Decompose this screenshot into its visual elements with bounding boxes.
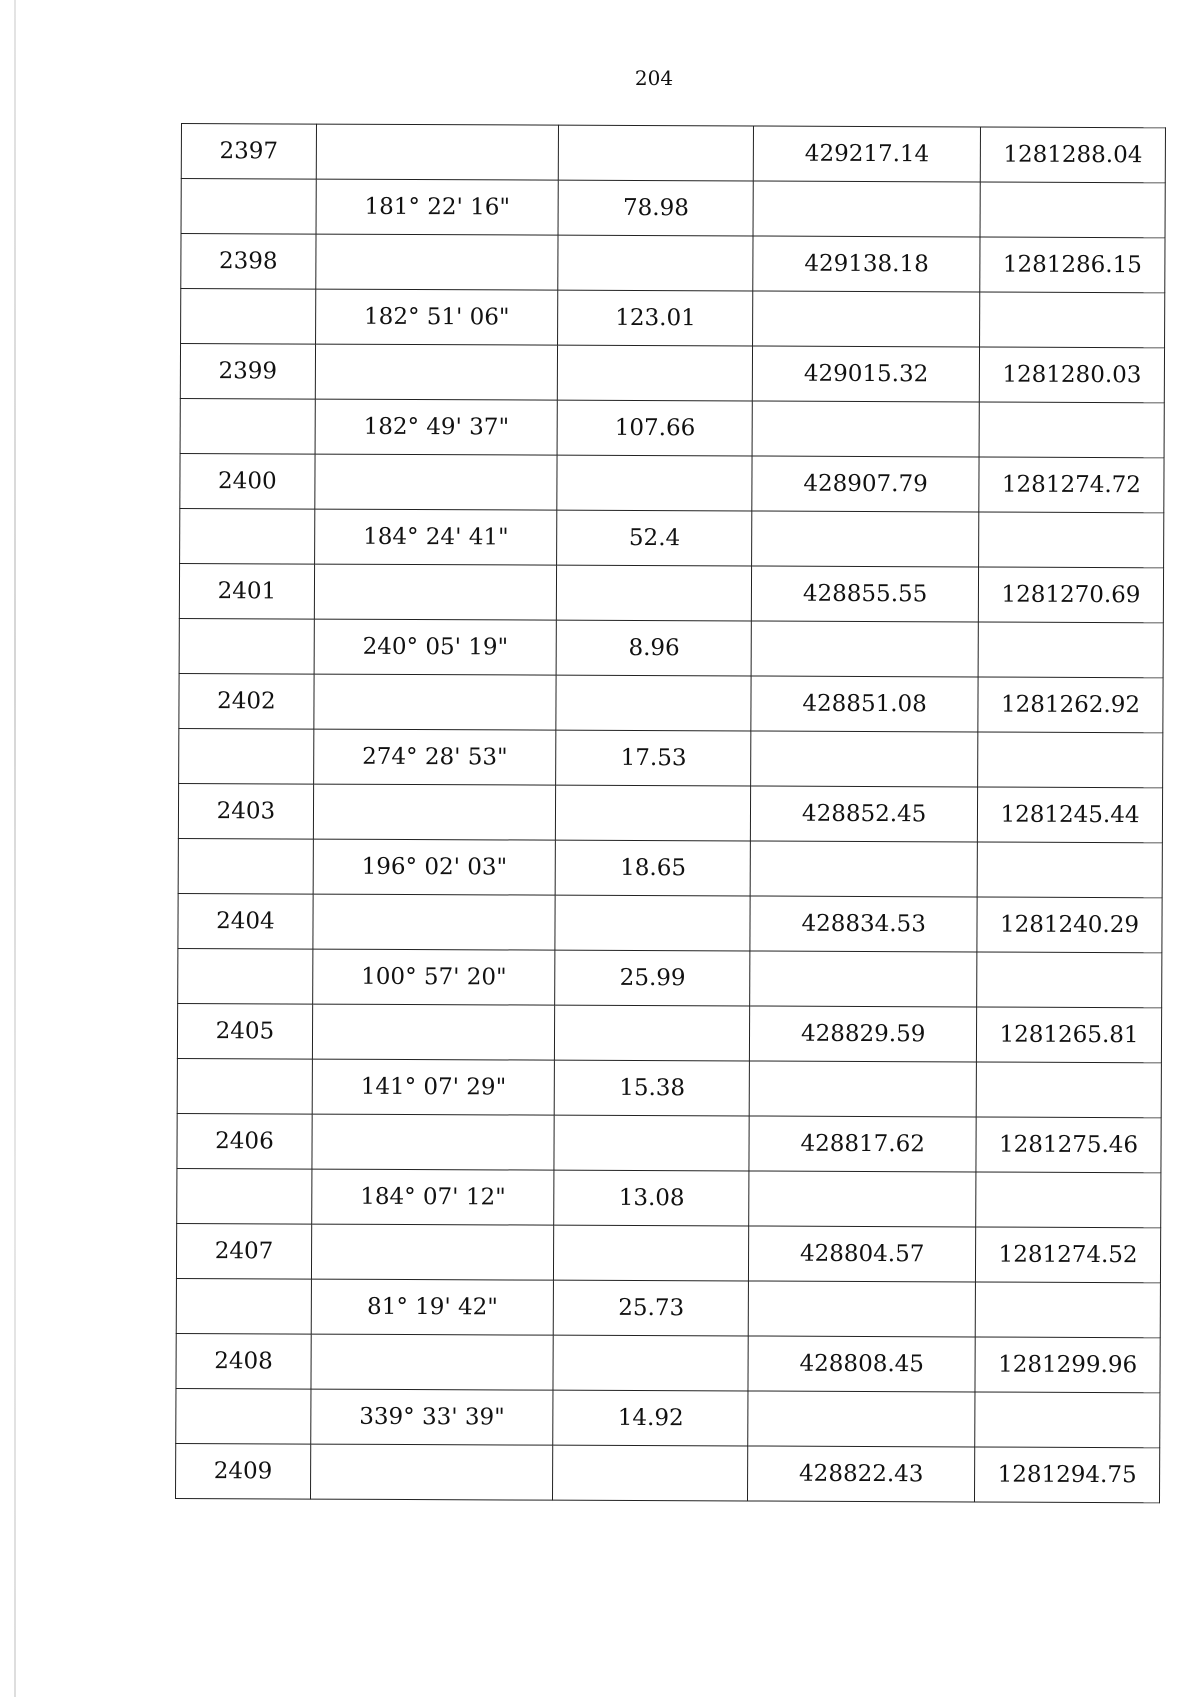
table-row [181,179,1165,238]
station-cell: 2400 [180,453,315,509]
distance-cell: 14.92 [553,1390,748,1446]
bearing-cell: 240° 05' 19" [314,619,557,675]
easting-cell [977,842,1162,898]
bearing-cell: 182° 51' 06" [315,289,558,345]
northing-cell [750,951,977,1007]
easting-cell: 1281299.96 [975,1337,1160,1393]
table-row [177,1168,1161,1227]
northing-cell [749,1061,976,1117]
bearing-cell: 141° 07' 29" [312,1059,555,1115]
bearing-cell [310,1444,553,1500]
distance-cell [555,895,750,951]
table-row [176,1388,1160,1447]
bearing-cell [315,454,558,510]
station-cell [178,838,313,894]
easting-cell [978,732,1163,788]
easting-cell: 1281262.92 [978,677,1163,733]
station-cell: 2409 [175,1443,310,1499]
table-row [175,1443,1159,1502]
station-cell: 2403 [178,783,313,839]
northing-cell [752,401,979,457]
distance-cell: 13.08 [554,1170,749,1226]
easting-cell [979,402,1164,458]
easting-cell: 1281274.52 [976,1227,1161,1283]
easting-cell: 1281280.03 [979,347,1164,403]
bearing-cell: 196° 02' 03" [313,839,556,895]
station-cell [181,179,316,235]
survey-table [175,123,1166,1503]
table-row [181,289,1165,348]
table-row [180,508,1164,567]
station-cell [179,618,314,674]
northing-cell: 428852.45 [751,786,978,842]
distance-cell [553,1445,748,1501]
distance-cell: 8.96 [557,620,752,676]
easting-cell [979,512,1164,568]
northing-cell [749,1171,976,1227]
distance-cell [559,125,754,181]
northing-cell: 428808.45 [748,1336,975,1392]
bearing-cell: 181° 22' 16" [316,179,559,235]
northing-cell: 428829.59 [750,1006,977,1062]
station-cell: 2402 [179,673,314,729]
distance-cell: 18.65 [556,840,751,896]
station-cell: 2407 [176,1223,311,1279]
distance-cell: 107.66 [558,400,753,456]
distance-cell: 123.01 [558,290,753,346]
northing-cell [748,1281,975,1337]
bearing-cell [314,564,557,620]
easting-cell: 1281270.69 [978,567,1163,623]
northing-cell: 428855.55 [752,566,979,622]
northing-cell [750,841,977,897]
bearing-cell [311,1334,554,1390]
northing-cell [751,731,978,787]
northing-cell: 428851.08 [751,676,978,732]
distance-cell: 17.53 [556,730,751,786]
station-cell [180,398,315,454]
station-cell [179,728,314,784]
northing-cell: 428804.57 [749,1226,976,1282]
bearing-cell: 182° 49' 37" [315,399,558,455]
table-row [181,234,1165,293]
station-cell: 2398 [181,234,316,290]
bearing-cell [313,894,556,950]
easting-cell [978,622,1163,678]
northing-cell: 429217.14 [754,126,981,182]
distance-cell: 52.4 [557,510,752,566]
northing-cell [751,621,978,677]
table-row [177,1003,1161,1062]
easting-cell: 1281274.72 [979,457,1164,513]
easting-cell: 1281288.04 [980,127,1165,183]
station-cell [178,948,313,1004]
distance-cell [556,785,751,841]
station-cell [177,1058,312,1114]
northing-cell: 428907.79 [752,456,979,512]
easting-cell: 1281245.44 [977,787,1162,843]
bearing-cell [311,1224,554,1280]
distance-cell [558,345,753,401]
bearing-cell [312,1004,555,1060]
bearing-cell [312,1114,555,1170]
station-cell [180,508,315,564]
northing-cell: 429138.18 [753,236,980,292]
bearing-cell: 100° 57' 20" [313,949,556,1005]
northing-cell [748,1391,975,1447]
bearing-cell [313,784,556,840]
station-cell: 2404 [178,893,313,949]
station-cell [176,1388,311,1444]
distance-cell [554,1225,749,1281]
distance-cell [555,1005,750,1061]
distance-cell: 15.38 [555,1060,750,1116]
distance-cell [554,1115,749,1171]
table-row [180,453,1164,512]
table-row [177,1058,1161,1117]
scan-edge-line [14,0,16,1697]
station-cell: 2397 [181,124,316,180]
bearing-cell [316,124,559,180]
table-row [178,948,1162,1007]
table-body [175,124,1165,1503]
distance-cell [558,235,753,291]
station-cell: 2401 [179,563,314,619]
northing-cell [753,181,980,237]
bearing-cell: 81° 19' 42" [311,1279,554,1335]
easting-cell [975,1392,1160,1448]
station-cell [177,1168,312,1224]
bearing-cell: 184° 24' 41" [314,509,557,565]
northing-cell: 429015.32 [753,346,980,402]
page-number: 204 [634,66,674,90]
table-row [179,618,1163,677]
bearing-cell: 184° 07' 12" [312,1169,555,1225]
table-row [180,398,1164,457]
northing-cell [752,511,979,567]
table-row [179,563,1163,622]
station-cell: 2408 [176,1333,311,1389]
bearing-cell [316,234,559,290]
distance-cell [557,455,752,511]
easting-cell: 1281294.75 [975,1447,1160,1503]
northing-cell [753,291,980,347]
easting-cell: 1281265.81 [976,1007,1161,1063]
table-row [178,838,1162,897]
easting-cell: 1281286.15 [980,237,1165,293]
bearing-cell [315,344,558,400]
table-row [177,1113,1161,1172]
table-row [176,1223,1160,1282]
easting-cell [980,182,1165,238]
table-row [176,1278,1160,1337]
table-row [180,344,1164,403]
easting-cell [977,952,1162,1008]
bearing-cell [314,674,557,730]
table-row [178,893,1162,952]
easting-cell [980,292,1165,348]
northing-cell: 428822.43 [748,1446,975,1502]
table-row [179,673,1163,732]
distance-cell [556,675,751,731]
station-cell [176,1278,311,1334]
bearing-cell: 339° 33' 39" [311,1389,554,1445]
distance-cell [557,565,752,621]
station-cell: 2406 [177,1113,312,1169]
easting-cell [975,1282,1160,1338]
easting-cell: 1281240.29 [977,897,1162,953]
station-cell: 2405 [177,1003,312,1059]
distance-cell: 25.99 [555,950,750,1006]
easting-cell [976,1062,1161,1118]
station-cell: 2399 [180,344,315,400]
bearing-cell: 274° 28' 53" [313,729,556,785]
northing-cell: 428817.62 [749,1116,976,1172]
easting-cell [976,1172,1161,1228]
table-row [181,124,1165,183]
table-row [179,728,1163,787]
table-row [176,1333,1160,1392]
distance-cell: 78.98 [558,180,753,236]
distance-cell [553,1335,748,1391]
distance-cell: 25.73 [554,1280,749,1336]
northing-cell: 428834.53 [750,896,977,952]
table-row [178,783,1162,842]
station-cell [181,289,316,345]
easting-cell: 1281275.46 [976,1117,1161,1173]
